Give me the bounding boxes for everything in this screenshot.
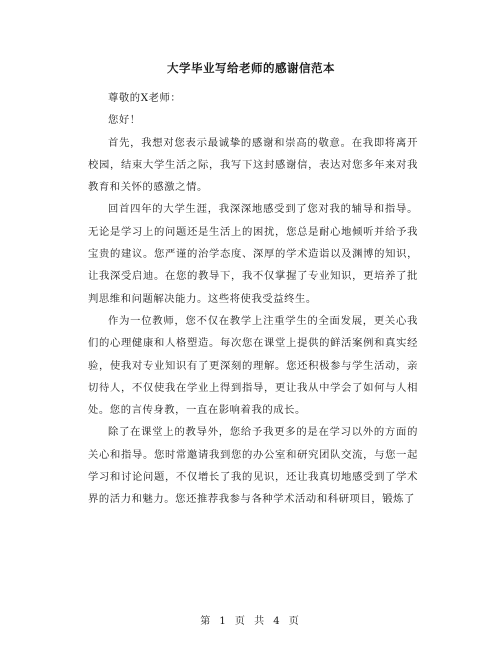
- document-title: 大学毕业写给老师的感谢信范本: [167, 61, 335, 75]
- page-number-footer: 第 1 页 共 4 页: [200, 616, 302, 627]
- paragraph-3: 作为一位教师，您不仅在教学上注重学生的全面发展，更关心我们的心理健康和人格塑造。每次您在课堂上提供的鲜活案例和真实经验，使我对专业知识有了更深刻的理解。您还积极参与学生活动，亲切待人，不仅使我在学业上得到指导，更让我从中学会了如何与人相处。您的言传身教，一直在影响着我的成长。: [88, 314, 418, 417]
- paragraph-4: 除了在课堂上的教导外，您给予我更多的是在学习以外的方面的关心和指导。您时常邀请我到您的办公室和研究团队交流，与您一起学习和讨论问题，不仅增长了我的见识，还让我真切地感受到了学术界的活力和魅力。您还推荐我参与各种学术活动和科研项目，锻炼了: [88, 426, 418, 506]
- paragraph-2: 回首四年的大学生涯，我深深地感受到了您对我的辅导和指导。无论是学习上的问题还是生活上的困扰，您总是耐心地倾听并给予我宝贵的建议。您严谨的治学态度、深厚的学术造诣以及渊博的知识，让我深受启迪。在您的教导下，我不仅掌握了专业知识，更培养了批判思维和问题解决能力。这些将使我受益终生。: [88, 203, 418, 305]
- salutation: 尊敬的X老师：: [108, 92, 182, 104]
- greeting: 您好！: [108, 114, 141, 127]
- letter-body: [88, 87, 418, 511]
- paragraph-1: 首先，我想对您表示最诚挚的感谢和崇高的敬意。在我即将离开校园，结束大学生活之际，我写下这封感谢信，表达对您多年来对我教育和关怀的感激之情。: [88, 136, 418, 194]
